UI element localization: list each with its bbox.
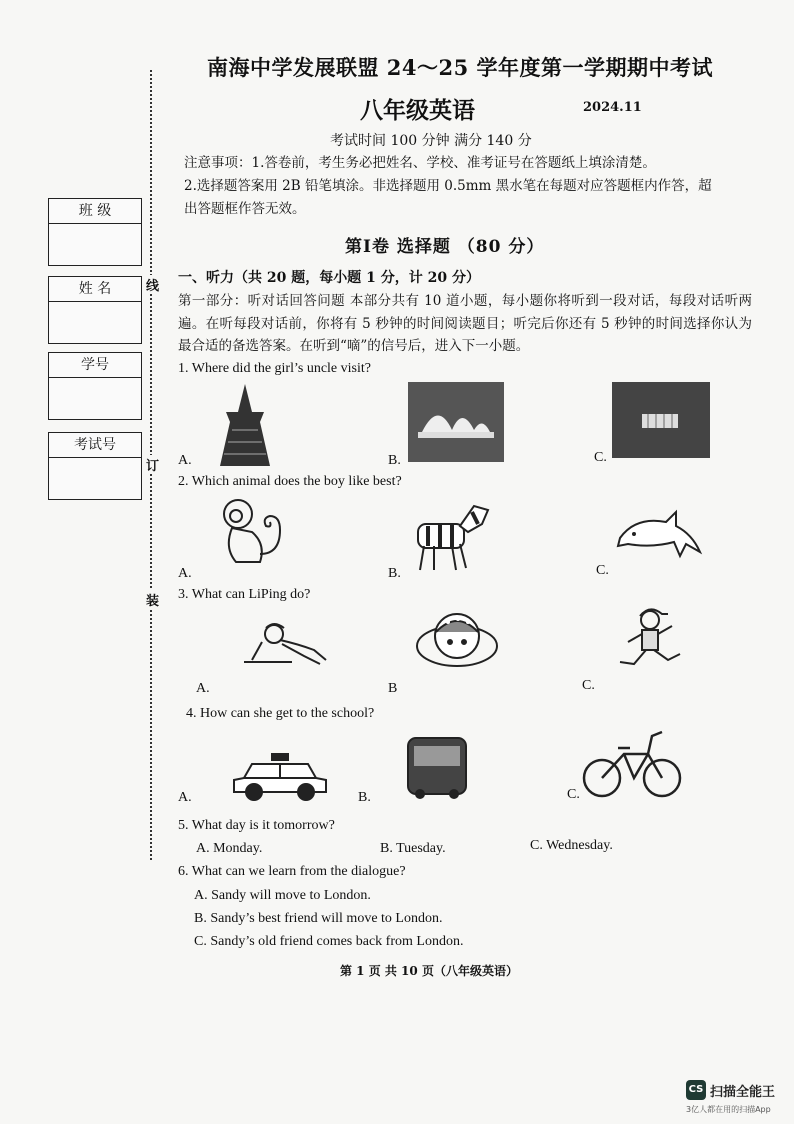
person-running-picture	[614, 604, 686, 670]
q4-option-a[interactable]: A.	[178, 790, 192, 805]
info-box-class[interactable]	[48, 198, 142, 266]
q5-option-a[interactable]: A. Monday.	[196, 841, 263, 856]
info-box-label: 班 级	[49, 199, 141, 224]
dolphin-picture	[616, 508, 704, 566]
q2-option-b[interactable]: B.	[388, 566, 401, 581]
bicycle-picture	[582, 726, 682, 800]
info-box-student-id[interactable]	[48, 352, 142, 420]
info-box-exam-number[interactable]	[48, 432, 142, 500]
exam-date: 2024.11	[583, 100, 642, 115]
camscanner-logo-icon: CS	[686, 1080, 706, 1100]
taxi-picture	[232, 752, 328, 802]
page-footer: 第 1 页 共 10 页（八年级英语）	[340, 964, 518, 978]
q4-option-b[interactable]: B.	[358, 790, 371, 805]
binding-char-zhuang: 装	[146, 590, 159, 609]
monkey-picture	[214, 496, 294, 568]
exam-duration: 考试时间 100 分钟 满分 140 分	[330, 133, 532, 149]
q2-option-c[interactable]: C.	[596, 563, 609, 578]
info-box-name[interactable]	[48, 276, 142, 344]
info-box-label: 姓 名	[49, 277, 141, 302]
person-lying-picture	[242, 620, 336, 672]
q6-option-c[interactable]: C. Sandy’s old friend comes back from London.	[194, 934, 464, 949]
binding-char-xian: 线	[146, 275, 159, 294]
notice-line-2: 2.选择题答案用 2B 铅笔填涂。非选择题用 0.5mm 黑水笔在每题对应答题框内作答，超	[184, 178, 712, 194]
notice-line-1: 注意事项：1.答卷前，考生务必把姓名、学校、准考证号在答题纸上填涂清楚。	[184, 155, 656, 171]
question-5: 5. What day is it tomorrow?	[178, 818, 335, 833]
tower-picture	[212, 382, 278, 466]
person-swimming-picture	[414, 606, 500, 672]
q1-option-a[interactable]: A.	[178, 453, 192, 468]
listening-instruction: 第一部分：听对话回答问题 本部分共有 10 道小题，每小题你将听到一段对话，每段对话听两遍。在听每段对话前，你将有 5 秒钟的时间阅读题目；听完后你还有 5 秒钟的时间选择你认为最合适的备选答案。在听到“嘀”的信号后，进入下一小题。	[178, 293, 752, 354]
q2-option-a[interactable]: A.	[178, 566, 192, 581]
question-2: 2. Which animal does the boy like best?	[178, 474, 402, 489]
q3-option-c[interactable]: C.	[582, 678, 595, 693]
camscanner-name: 扫描全能王	[710, 1085, 776, 1100]
question-4: 4. How can she get to the school?	[186, 706, 375, 721]
part-title: 一、听力（共 20 题，每小题 1 分，计 20 分）	[178, 270, 480, 286]
zebra-picture	[404, 498, 496, 574]
bus-picture	[404, 736, 470, 802]
q1-option-b[interactable]: B.	[388, 453, 401, 468]
q5-option-b[interactable]: B. Tuesday.	[380, 841, 446, 856]
question-1: 1. Where did the girl’s uncle visit?	[178, 361, 371, 376]
q5-option-c[interactable]: C. Wednesday.	[530, 838, 613, 853]
question-3: 3. What can LiPing do?	[178, 587, 311, 602]
opera-house-picture	[408, 382, 504, 462]
q3-option-b[interactable]: B	[388, 681, 398, 696]
q4-option-c[interactable]: C.	[567, 787, 580, 802]
notice-line-3: 出答题框作答无效。	[184, 201, 306, 217]
q3-option-a[interactable]: A.	[196, 681, 210, 696]
info-box-label: 考试号	[49, 433, 141, 458]
q6-option-a[interactable]: A. Sandy will move to London.	[194, 888, 371, 903]
binding-char-ding: 订	[146, 455, 159, 474]
exam-subject: 八年级英语	[360, 97, 475, 124]
q6-option-b[interactable]: B. Sandy’s best friend will move to London.	[194, 911, 443, 926]
camscanner-tagline: 3亿人都在用的扫描App	[686, 1105, 771, 1114]
question-6: 6. What can we learn from the dialogue?	[178, 864, 406, 879]
section-title: 第Ⅰ卷 选择题 （80 分）	[345, 237, 545, 257]
exam-title: 南海中学发展联盟 24～25 学年度第一学期期中考试	[206, 55, 714, 80]
building-picture	[612, 382, 710, 458]
q1-option-c[interactable]: C.	[594, 450, 607, 465]
info-box-label: 学号	[49, 353, 141, 378]
